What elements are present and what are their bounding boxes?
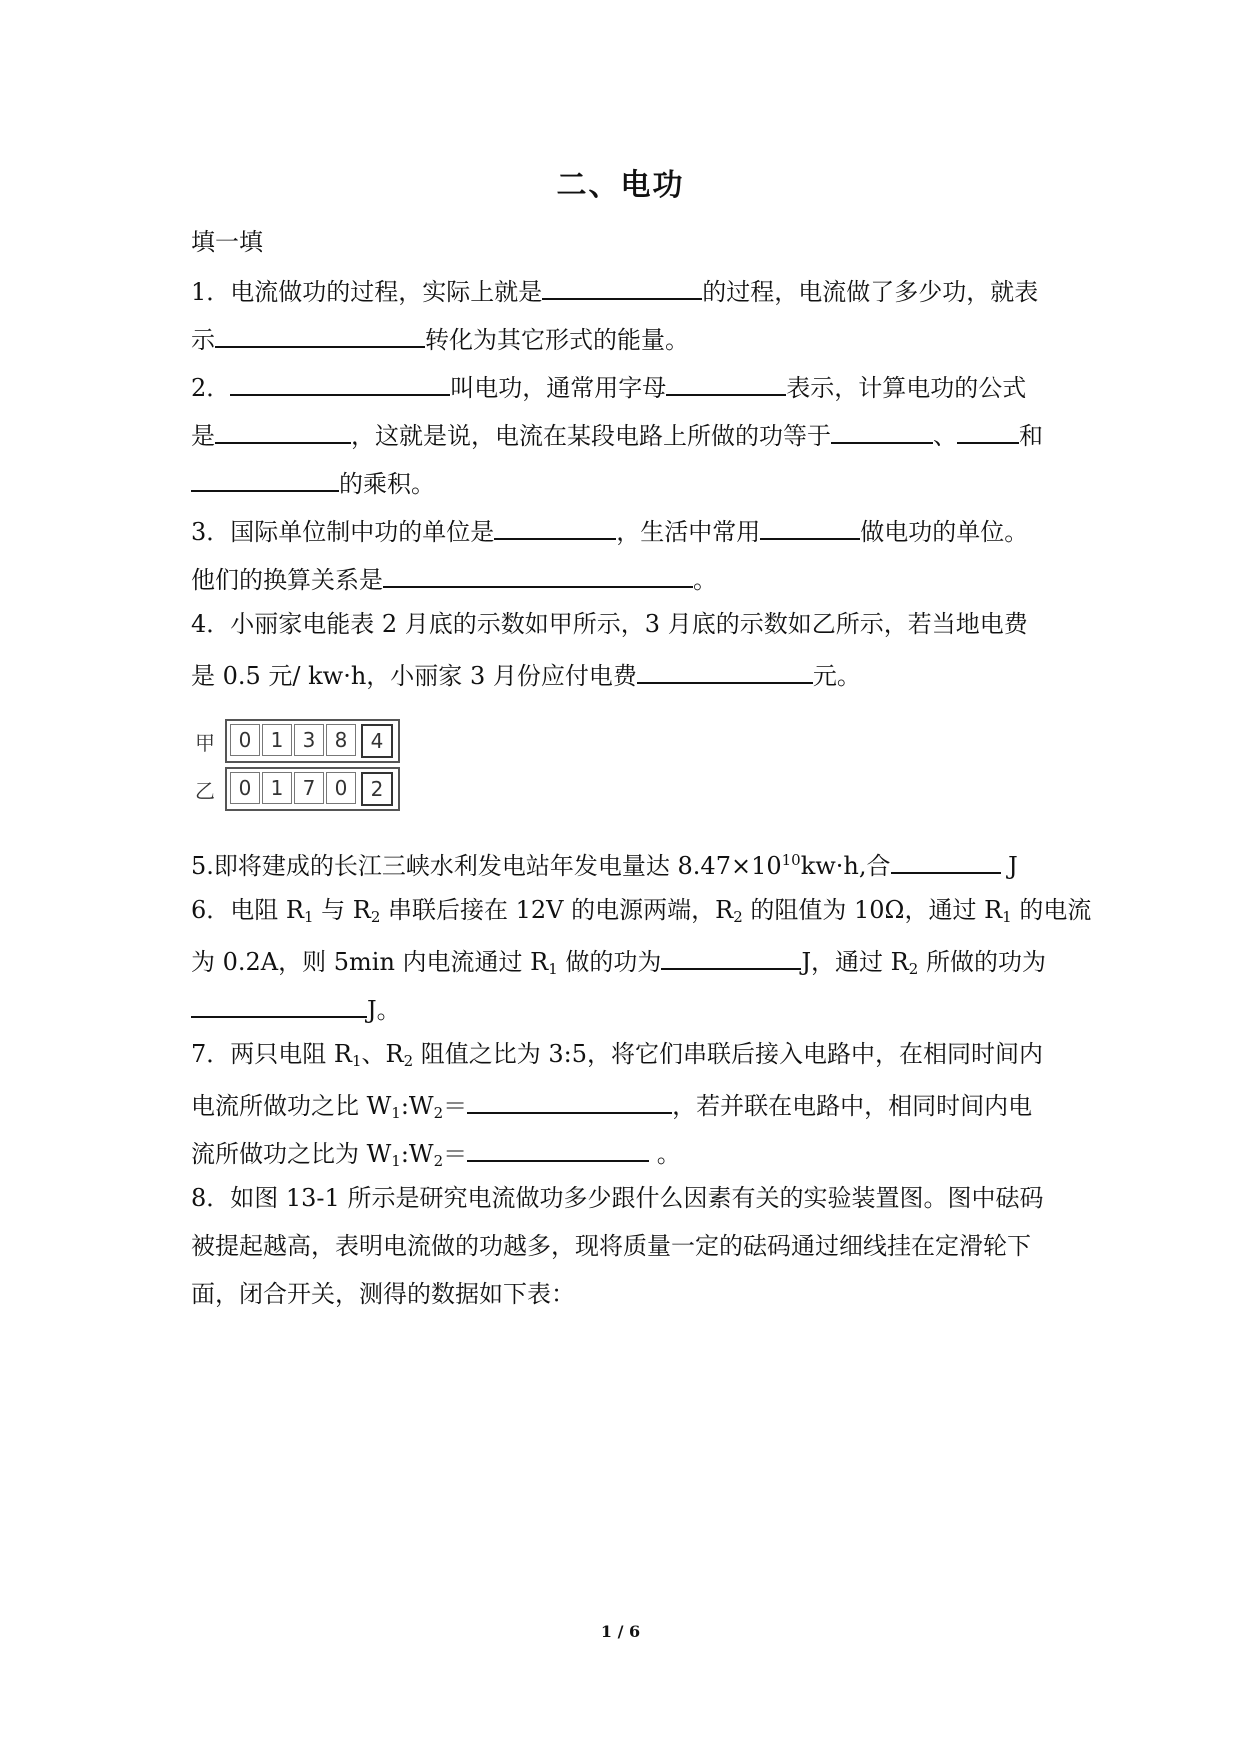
meter-digit: 7 xyxy=(294,772,324,804)
answer-blank[interactable] xyxy=(467,1086,672,1114)
question-4-line-2: 是 0.5 元/ kw·h，小丽家 3 月份应付电费 元。 xyxy=(191,656,1071,692)
question-2-line-3: 的乘积。 xyxy=(191,464,1071,500)
meter-digit: 0 xyxy=(326,772,356,804)
meter-digit: 1 xyxy=(262,724,292,756)
question-6-line-3: J。 xyxy=(191,990,1071,1026)
question-2-line-1: 2． 叫电功，通常用字母 表示，计算电功的公式 xyxy=(191,368,1071,404)
answer-blank[interactable] xyxy=(215,416,351,444)
answer-blank[interactable] xyxy=(637,656,813,684)
question-8-line-2: 被提起越高，表明电流做的功越多，现将质量一定的砝码通过细线挂在定滑轮下 xyxy=(191,1232,1031,1260)
question-7-line-3: 流所做功之比为 $W_1:W_2=$ 。 xyxy=(191,1134,1071,1170)
answer-blank[interactable] xyxy=(383,560,693,588)
meter-row-jia xyxy=(195,720,400,762)
question-2-line-2: 是 ，这就是说，电流在某段电路上所做的功等于 、 和 xyxy=(191,416,1071,452)
meter-row-yi xyxy=(195,768,400,810)
question-7-line-2: 电流所做功之比 $W_1:W_2=$ ，若并联在电路中，相同时间内电 xyxy=(191,1086,1071,1122)
answer-blank[interactable] xyxy=(191,990,367,1018)
meter-digits xyxy=(225,767,400,811)
question-7-line-1: 7．两只电阻 $R_1$、$R_2$ 阻值之比为 3:5，将它们串联后接入电路中，在相同时间内 xyxy=(191,1040,1044,1070)
question-8-line-3: 面，闭合开关，测得的数据如下表： xyxy=(191,1280,575,1308)
meter-digits xyxy=(225,719,400,763)
meter-digit: 8 xyxy=(326,724,356,756)
answer-blank[interactable] xyxy=(191,464,339,492)
answer-blank[interactable] xyxy=(957,416,1019,444)
meter-digit: 0 xyxy=(230,772,260,804)
meter-decimal-digit: 4 xyxy=(361,724,393,758)
answer-blank[interactable] xyxy=(494,512,616,540)
answer-blank[interactable] xyxy=(666,368,786,396)
answer-blank[interactable] xyxy=(215,320,425,348)
meter-label: 甲 xyxy=(195,730,215,755)
question-3-line-1: 3．国际单位制中功的单位是 ，生活中常用 做电功的单位。 xyxy=(191,512,1071,548)
answer-blank[interactable] xyxy=(467,1134,649,1162)
question-4-line-1: 4．小丽家电能表 2 月底的示数如甲所示，3 月底的示数如乙所示，若当地电费 xyxy=(191,610,1028,638)
meter-label: 乙 xyxy=(195,778,215,803)
question-3-line-2: 他们的换算关系是 。 xyxy=(191,560,1071,596)
answer-blank[interactable] xyxy=(760,512,860,540)
meter-digit: 3 xyxy=(294,724,324,756)
electric-meter-figure xyxy=(195,720,400,816)
question-6-line-1: 6．电阻 $R_1$ 与 $R_2$ 串联后接在 12V 的电源两端，$R_2$ 的阻值为 10Ω，通过 $R_1$ 的电流 xyxy=(191,896,1092,926)
answer-blank[interactable] xyxy=(661,942,801,970)
section-heading: 填一填 xyxy=(191,228,263,256)
question-6-line-2: 为 0.2A，则 5min 内电流通过 $R_1$ 做的功为 J，通过 $R_2$ 所做的功为 xyxy=(191,942,1071,978)
answer-blank[interactable] xyxy=(230,368,450,396)
meter-digit: 0 xyxy=(230,724,260,756)
answer-blank[interactable] xyxy=(542,272,702,300)
question-1-line-1: 1．电流做功的过程，实际上就是 的过程，电流做了多少功，就表 xyxy=(191,272,1071,308)
page-title: 二、电功 xyxy=(556,168,685,203)
answer-blank[interactable] xyxy=(891,846,1001,874)
answer-blank[interactable] xyxy=(831,416,933,444)
question-8-line-1: 8．如图 13-1 所示是研究电流做功多少跟什么因素有关的实验装置图。图中砝码 xyxy=(191,1184,1044,1212)
page-number: 1 / 6 xyxy=(600,1622,641,1641)
question-1-line-2: 示 转化为其它形式的能量。 xyxy=(191,320,1071,356)
meter-digit: 1 xyxy=(262,772,292,804)
question-5-line-1: 5.即将建成的长江三峡水利发电站年发电量达 $8.47\times 10^{10}kw\cdot h$,合 J xyxy=(191,846,1071,882)
meter-decimal-digit: 2 xyxy=(361,772,393,806)
